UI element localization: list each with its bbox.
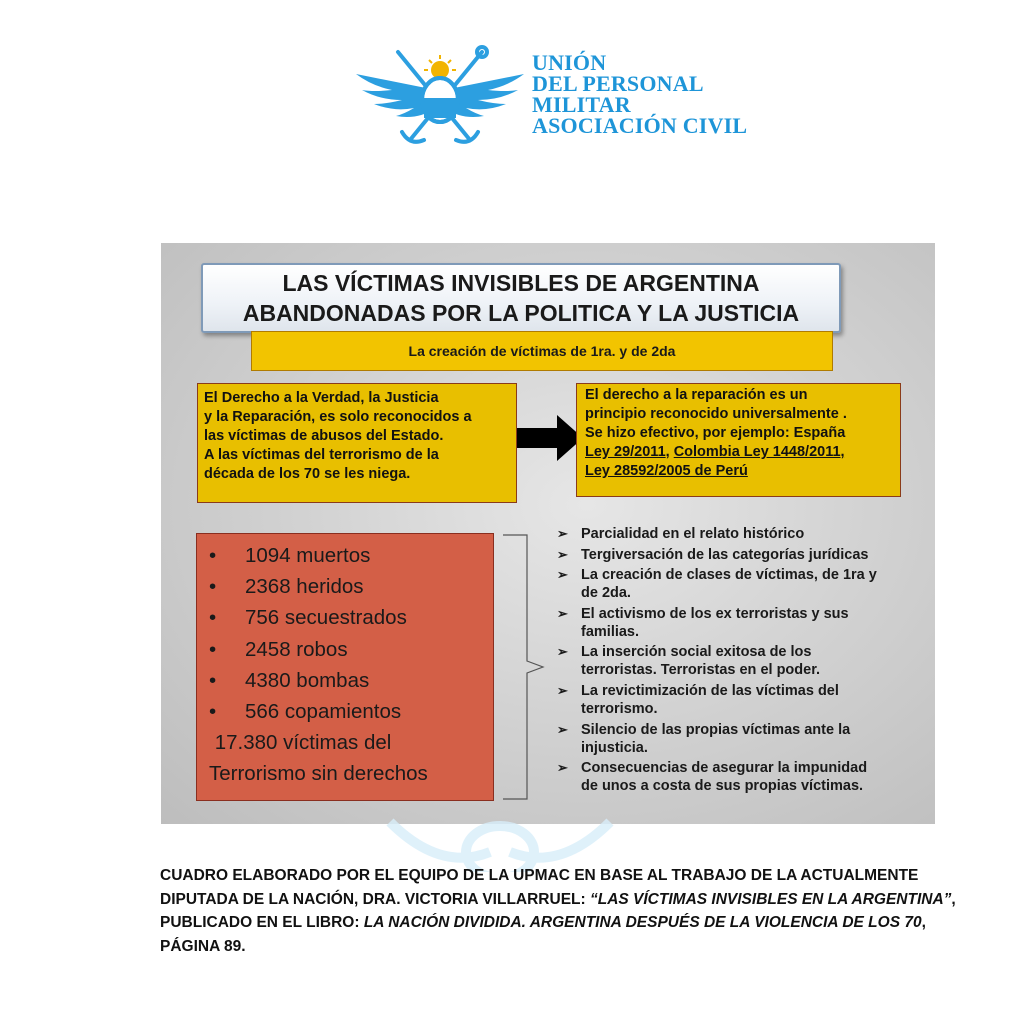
stat-item <box>207 540 493 571</box>
bullet: • <box>209 668 217 692</box>
stat-text: 566 copamientos <box>245 700 402 724</box>
stat-item <box>207 634 493 665</box>
org-name-line-1: UNIÓN <box>532 50 607 75</box>
stat-item <box>207 665 493 696</box>
organization-name <box>532 52 812 136</box>
rights-denied-line-5: década de los 70 se les niega. <box>204 466 411 482</box>
law-colombia: Colombia Ley 1448/2011, <box>673 444 845 460</box>
consequence-text <box>581 525 929 543</box>
bullet: • <box>209 637 217 661</box>
military-wings-emblem-icon <box>352 44 528 150</box>
org-name-line-2: DEL PERSONAL <box>532 71 704 96</box>
stat-item <box>207 602 493 633</box>
stat-item <box>207 696 493 727</box>
consequence-line: La creación de clases de víctimas, de 1ra y <box>581 567 877 584</box>
consequence-item <box>557 566 929 602</box>
caption-part-3: , PÁGINA 89. <box>160 914 926 955</box>
reparation-line-5 <box>585 462 900 481</box>
consequence-text <box>581 721 929 757</box>
consequence-line: de 2da. <box>581 585 631 602</box>
reparation-line-4 <box>585 443 900 462</box>
arrow-bullet-icon: ➢ <box>557 644 568 660</box>
caption-part-2: , PUBLICADO EN EL LIBRO: <box>160 890 956 932</box>
stat-text: 2368 heridos <box>245 575 364 599</box>
consequence-text <box>581 605 929 641</box>
stat-text: 1094 muertos <box>245 544 371 567</box>
consequence-line: terrorismo. <box>581 700 658 717</box>
arrow-bullet-icon: ➢ <box>557 526 568 541</box>
consequence-line: Tergiversación de las categorías jurídicas <box>581 546 869 563</box>
arrow-bullet-icon: ➢ <box>557 567 568 583</box>
consequence-item <box>557 605 929 641</box>
consequence-text <box>581 566 929 602</box>
arrow-bullet-icon: ➢ <box>557 721 568 737</box>
consequence-line: familias. <box>581 623 640 640</box>
stat-text: 2458 robos <box>245 637 348 661</box>
reparation-line-1: El derecho a la reparación es un <box>585 387 808 403</box>
consequence-item <box>557 721 929 757</box>
law-peru: Ley 28592/2005 de Perú <box>585 463 748 479</box>
consequence-text <box>581 643 929 679</box>
watermark-emblem-icon <box>370 812 630 872</box>
rights-denied-line-1: El Derecho a la Verdad, la Justicia <box>204 390 439 406</box>
rights-denied-line-4: A las víctimas del terrorismo de la <box>204 447 439 463</box>
reparation-line-3: Se hizo efectivo, por ejemplo: España <box>585 425 846 441</box>
stat-item <box>207 571 493 602</box>
consequence-text <box>581 759 929 795</box>
arrow-bullet-icon: ➢ <box>557 682 568 698</box>
rights-denied-line-2: y la Reparación, es solo reconocidos a <box>204 409 472 425</box>
caption-book-title: LA NACIÓN DIVIDIDA. ARGENTINA DESPUÉS DE LA VIOLENCIA DE LOS 70 <box>363 914 922 932</box>
slide-subtitle: La creación de víctimas de 1ra. y de 2da <box>251 331 833 371</box>
consequence-text <box>581 546 929 564</box>
reparation-right-box <box>576 383 901 497</box>
consequence-line: injusticia. <box>581 739 648 756</box>
consequence-line: Parcialidad en el relato histórico <box>581 526 805 542</box>
consequence-line: La revictimización de las víctimas del <box>581 682 839 699</box>
arrow-bullet-icon: ➢ <box>557 760 568 776</box>
slide-title <box>201 263 841 333</box>
stats-summary-line-1: 17.380 víctimas del <box>209 731 392 755</box>
arrow-bullet-icon: ➢ <box>557 546 568 562</box>
consequence-line: terroristas. Terroristas en el poder. <box>581 662 821 679</box>
bullet: • <box>209 700 217 724</box>
source-caption <box>160 864 960 958</box>
bullet: • <box>209 544 217 567</box>
consequence-item <box>557 759 929 795</box>
consequence-line: Silencio de las propias víctimas ante la <box>581 721 851 738</box>
caption-article-title: “LAS VÍCTIMAS INVISIBLES EN LA ARGENTINA” <box>589 890 952 908</box>
caption-part-1: CUADRO ELABORADO POR EL EQUIPO DE LA UPMAC EN BASE AL TRABAJO DE LA ACTUALMENTE DIPUTADA DE LA NACIÓN, DRA. VICTORIA VILLARRUEL: <box>160 867 919 908</box>
victims-stats-box <box>196 533 494 801</box>
bullet: • <box>209 575 217 599</box>
slide-title-line-1: LAS VÍCTIMAS INVISIBLES DE ARGENTINA <box>282 270 760 296</box>
bullet: • <box>209 606 217 630</box>
consequence-item <box>557 546 929 564</box>
consequence-item <box>557 643 929 679</box>
arrow-bullet-icon: ➢ <box>557 605 568 621</box>
stats-summary-line-2: Terrorismo sin derechos <box>209 762 428 786</box>
reparation-line-2: principio reconocido universalmente . <box>585 406 847 422</box>
org-name-line-3: MILITAR <box>532 92 631 117</box>
consequences-list <box>557 525 929 798</box>
consequence-line: La inserción social exitosa de los <box>581 644 812 661</box>
law-spain: Ley 29/2011 <box>585 444 666 460</box>
consequence-item <box>557 682 929 718</box>
infographic-slide <box>161 243 935 824</box>
rights-denied-line-3: las víctimas de abusos del Estado. <box>204 428 444 444</box>
slide-title-line-2: ABANDONADAS POR LA POLITICA Y LA JUSTICIA <box>242 300 800 326</box>
rights-denied-box <box>197 383 517 503</box>
consequence-line: Consecuencias de asegurar la impunidad <box>581 760 868 777</box>
bracket-connector-icon <box>499 533 547 801</box>
consequence-line: de unos a costa de sus propias víctimas. <box>581 778 864 795</box>
arrow-right-icon <box>517 415 583 461</box>
law-separator: , <box>665 444 674 460</box>
stat-text: 4380 bombas <box>245 668 370 692</box>
stat-text: 756 secuestrados <box>245 606 407 630</box>
org-name-line-4: ASOCIACIÓN CIVIL <box>532 113 748 138</box>
consequence-line: El activismo de los ex terroristas y sus <box>581 605 849 622</box>
consequence-item <box>557 525 929 543</box>
consequence-text <box>581 682 929 718</box>
